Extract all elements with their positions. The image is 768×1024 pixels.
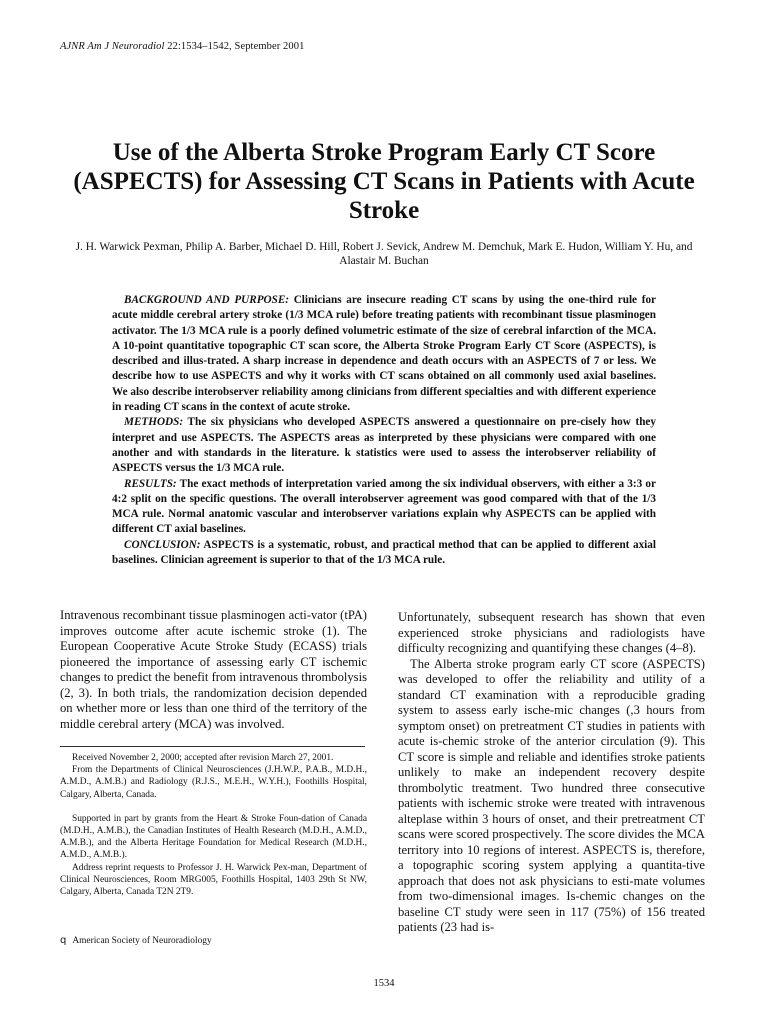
author-list: J. H. Warwick Pexman, Philip A. Barber, Michael D. Hill, Robert J. Sevick, Andrew M. Demchuk, Mark E. Hudon, William Y. Hu, and Alastair M. Buchan bbox=[75, 241, 693, 267]
footnote-divider bbox=[60, 746, 365, 747]
journal-volume-date: 22:1534–1542, September 2001 bbox=[164, 41, 305, 52]
results-label: RESULTS: bbox=[124, 477, 177, 490]
journal-citation bbox=[60, 41, 304, 52]
footnote-received: Received November 2, 2000; accepted after revision March 27, 2001. bbox=[72, 753, 334, 763]
article-title: Use of the Alberta Stroke Program Early CT Score (ASPECTS) for Assessing CT Scans in Patients with Acute Stroke bbox=[73, 139, 695, 224]
journal-name: AJNR Am J Neuroradiol bbox=[60, 41, 165, 52]
abstract-conclusion bbox=[112, 538, 656, 569]
results-text: The exact methods of interpretation varied among the six individual observers, with either a 3:3 or 4:2 split on the specific questions. The overall interobserver agreement was good compared with that of the 1/3 MCA rule. Normal anatomic vascular and interobserver variations explain why ASPECTS can be applied with different CT axial baselines. bbox=[112, 477, 656, 536]
abstract bbox=[112, 293, 656, 568]
body-paragraph: Unfortunately, subsequent research has shown that even experienced stroke physicians and radiologists have difficulty recognizing and quantifying these changes (4–8). bbox=[398, 610, 705, 655]
conclusion-label: CONCLUSION: bbox=[124, 538, 201, 551]
methods-label: METHODS: bbox=[124, 416, 184, 429]
society-name: American Society of Neuroradiology bbox=[72, 936, 212, 946]
footnote-departments: From the Departments of Clinical Neurosciences (J.H.W.P., P.A.B., M.D.H., A.M.D., A.M.B.) and Radiology (R.J.S., M.E.H., W.Y.H.), Foothills Hospital, Calgary, Alberta, Canada. bbox=[60, 765, 367, 800]
intro-paragraph: Intravenous recombinant tissue plasminogen acti-vator (tPA) improves outcome after acute ischemic stroke (1). The European Cooperative Acute Stroke Study (ECASS) trials pioneered the importance of assessing early CT ischemic changes to predict the benefit from intravenous thrombolysis (2, 3). In both trials, the randomization decision depended on whether more or less than one third of the territory of the middle cerebral artery (MCA) was involved. bbox=[60, 608, 367, 731]
footnote-reprints: Address reprint requests to Professor J. H. Warwick Pex-man, Department of Clinical Neurosciences, Room MRG005, Foothills Hospital, 1403 29th St NW, Calgary, Alberta, Canada T2N 2T9. bbox=[60, 862, 367, 898]
methods-text: The six physicians who developed ASPECTS answered a questionnaire on pre-cisely how they interpret and use ASPECTS. The ASPECTS areas as interpreted by these physicians were compared with one another and with standards in the literature. k statistics were used to assess the interobserver reliability of ASPECTS versus the 1/3 MCA rule. bbox=[112, 416, 656, 475]
background-text: Clinicians are insecure reading CT scans by using the one-third rule for acute middle cerebral artery stroke (1/3 MCA rule) before treating patients with recombinant tissue plasminogen activator. The 1/3 MCA rule is a poorly defined volumetric estimate of the size of cerebral infarction of the MCA. A 10-point quantitative topographic CT scan score, the Alberta Stroke Program Early CT Score (ASPECTS), is described and illus-trated. A sharp increase in dependence and death occurs with an ASPECTS of 7 or less. We describe how to use ASPECTS and why it works with CT scans obtained on all commonly used axial baselines. We also describe interobserver reliability among clinicians from different specialties and with different experience in reading CT scans in the context of acute stroke. bbox=[112, 294, 657, 414]
conclusion-text: ASPECTS is a systematic, robust, and practical method that can be applied to different axial baselines. Clinician agreement is superior to that of the 1/3 MCA rule. bbox=[112, 538, 656, 567]
abstract-results bbox=[112, 477, 656, 538]
body-left-column bbox=[60, 608, 367, 732]
footnotes bbox=[60, 752, 367, 898]
copyright-line bbox=[60, 935, 212, 946]
aspects-paragraph: The Alberta stroke program early CT score (ASPECTS) was developed to offer the reliability and utility of a standard CT examination with a reproducible grading system to assess early ische-mic changes (,3 hours from symptom onset) on pretreatment CT studies in patients with acute is-chemic stroke of the anterior circulation (9). This CT score is simple and reliable and identifies stroke patients unlikely to make an independent recovery despite thrombolytic treatment. Two hundred three consecutive patients with ischemic stroke were treated with intravenous alteplase within 3 hours of onset, and their pretreatment CT scans were scored prospectively. The score divides the MCA territory into 10 regions of interest. ASPECTS is, therefore, a topographic scoring system applying a quantita-tive approach that does not ask physicians to esti-mate volumes from two-dimensional images. Is-chemic changes on the baseline CT study were seen in 117 (75%) of 156 treated patients (23 had is- bbox=[398, 656, 705, 934]
page-number: 1534 bbox=[373, 978, 395, 989]
copyright-symbol: q bbox=[60, 935, 67, 946]
footnote-support: Supported in part by grants from the Heart & Stroke Foun-dation of Canada (M.D.H., A.M.B.), the Canadian Institutes of Health Research (M.D.H., A.M.D., A.M.B.), and the Alberta Heritage Foundation for Medical Research (M.D.H., A.M.D., A.M.B.). bbox=[60, 813, 367, 861]
background-label: BACKGROUND AND PURPOSE: bbox=[124, 294, 290, 306]
abstract-methods bbox=[112, 415, 656, 476]
abstract-background bbox=[112, 293, 656, 415]
body-right-column bbox=[398, 610, 705, 936]
